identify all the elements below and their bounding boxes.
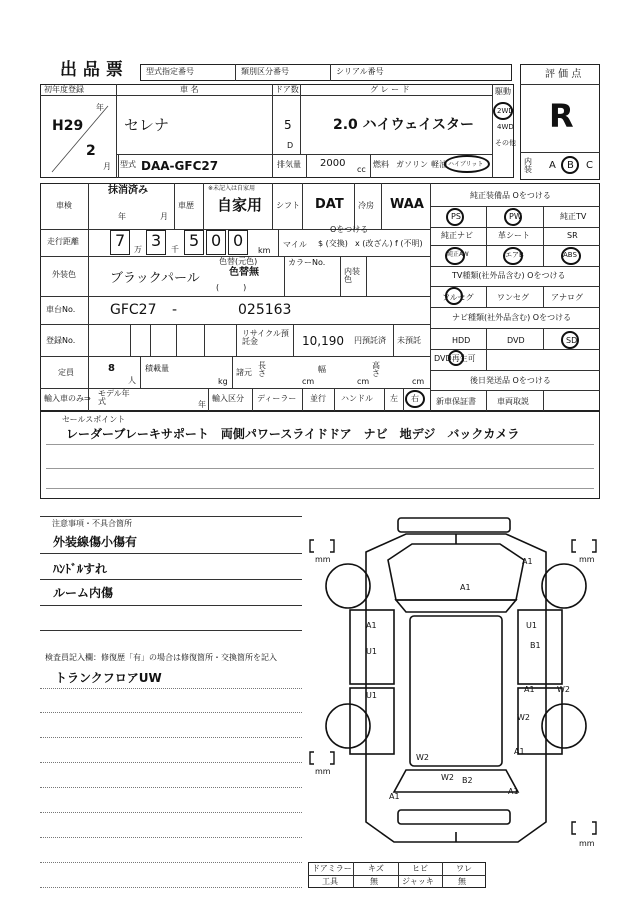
mark-u1-ld: U1 xyxy=(366,647,377,656)
shift-label: シフト xyxy=(276,201,300,210)
mileage-unknown: f (不明) xyxy=(395,239,423,248)
color-paren: ( ) xyxy=(216,283,247,292)
mileage-mile: マイル xyxy=(283,240,307,249)
car-name: セレナ xyxy=(124,116,170,134)
tv-one: ワンセグ xyxy=(497,293,529,302)
load-label: 積載量 xyxy=(145,364,169,373)
mileage-exchange: $ (交換) xyxy=(318,239,348,248)
equip-pw: PW xyxy=(509,212,522,221)
fuel-hybrid-circle xyxy=(444,155,490,173)
tools-h4: ワレ xyxy=(456,864,472,873)
mileage-mark: Oをつける xyxy=(330,225,369,234)
chassis-number: 025163 xyxy=(238,302,292,318)
tools-h3: ヒビ xyxy=(412,864,428,873)
nav-hdd: HDD xyxy=(452,336,471,345)
reg-label: 初年度登録 xyxy=(44,85,84,94)
fuel-hybrid: ハイブリット xyxy=(448,161,484,168)
import-label: 輸入車のみ⇒ xyxy=(44,394,91,403)
color-change-label: 色替(元色) xyxy=(219,257,258,266)
equip-abs: ABS xyxy=(563,251,577,259)
dims-label: 諸元 xyxy=(236,368,252,377)
import-parallel: 並行 xyxy=(310,394,326,403)
sales-label: セールスポイント xyxy=(62,415,126,424)
mark-a1-ld: A1 xyxy=(366,621,377,630)
color-code-label: カラーNo. xyxy=(288,258,326,267)
equip-tv: 純正TV xyxy=(560,212,587,221)
grade-value: 2.0 ハイウェイスター xyxy=(333,117,474,133)
mark-w2-rear: W2 xyxy=(416,753,429,762)
tools-r4: 無 xyxy=(458,877,466,886)
recycle-label: リサイクル預託金 xyxy=(242,329,289,346)
year-unit: 年 xyxy=(96,103,104,112)
displacement-value: 2000 xyxy=(320,158,346,169)
equip-ps: PS xyxy=(451,212,461,221)
mark-a1-rbl: A1 xyxy=(389,792,400,801)
later-title: 後日発送品 Oをつける xyxy=(470,376,551,385)
chassis-label: 車台No. xyxy=(46,305,76,314)
mark-a1-rr: A1 xyxy=(524,685,535,694)
sales-box xyxy=(40,411,600,499)
later-warranty: 新車保証書 xyxy=(436,397,476,406)
import-model-year: モデル年式 xyxy=(98,389,130,406)
recycle-unpaid: 未預託 xyxy=(397,336,421,345)
recycle-deposited: 円預託済 xyxy=(354,336,386,345)
note-line-2: ﾊﾝﾄﾞﾙすれ xyxy=(53,562,108,576)
interior-b-circle xyxy=(561,156,579,174)
equip-navi: 純正ナビ xyxy=(441,231,473,240)
reg-year: H29 xyxy=(52,118,84,134)
import-dealer: ディーラー xyxy=(257,394,297,403)
import-year: 年 xyxy=(198,400,206,409)
tools-r2: 無 xyxy=(370,877,378,886)
serial-label: シリアル番号 xyxy=(336,67,384,76)
inspect-value: 抹消済み xyxy=(108,185,148,196)
capacity-value: 8 xyxy=(108,363,115,374)
interior-label: 内装 xyxy=(524,157,532,174)
tv-full: フルセグ xyxy=(442,293,474,302)
dims-height-cm: cm xyxy=(412,377,425,386)
category-label: 類別区分番号 xyxy=(241,67,289,76)
mileage-man: 万 xyxy=(134,245,142,254)
tv-analog: アナログ xyxy=(551,293,583,302)
mark-a1-fr: A1 xyxy=(522,557,533,566)
ac-label: 冷房 xyxy=(358,201,374,210)
equip-sr: SR xyxy=(567,231,578,240)
month-unit: 月 xyxy=(103,162,111,171)
mark-u1-rd: U1 xyxy=(526,621,537,630)
dims-length-cm: cm xyxy=(302,377,315,386)
dvd-play: DVD再生可 xyxy=(434,354,476,363)
ac-value: WAA xyxy=(390,197,424,212)
color-value: ブラックパール xyxy=(110,271,200,286)
color-label: 外装色 xyxy=(52,270,76,279)
inspector-label: 検査員記入欄：修復歴「有」の場合は修復箇所・交換箇所を記入 xyxy=(45,653,277,662)
doors-label: ドア数 xyxy=(275,85,299,94)
drive-4wd: 4WD xyxy=(497,123,514,131)
mileage-label: 走行距離 xyxy=(47,237,79,246)
equip-leather: 革シート xyxy=(498,231,530,240)
recycle-value: 10,190 xyxy=(302,334,344,348)
mileage-digit-2: 3 xyxy=(151,231,162,250)
handle-label: ハンドル xyxy=(341,394,373,403)
model-value: DAA-GFC27 xyxy=(141,159,219,173)
eval-label: 評 価 点 xyxy=(545,69,582,80)
equip-airbag: エアB xyxy=(505,251,524,259)
interior-color-label: 内装色 xyxy=(344,267,360,284)
mark-b1-rd: B1 xyxy=(530,641,541,650)
mileage-km: km xyxy=(258,246,271,255)
inspector-line-1: トランクフロアUW xyxy=(55,671,162,685)
fuel-diesel: 軽油 xyxy=(431,160,447,169)
drive-other: その他 xyxy=(495,139,516,147)
history-note: ※未記入は自家用 xyxy=(208,185,256,192)
mileage-sen: 千 xyxy=(171,245,179,254)
interior-a: A xyxy=(549,160,556,171)
fuel-gasoline: ガソリン xyxy=(396,160,428,169)
notes-label: 注意事項・不具合箇所 xyxy=(52,519,132,528)
later-manual: 車両取説 xyxy=(497,397,529,406)
tools-r1: 工具 xyxy=(322,877,338,886)
nav-title: ナビ種類(社外品含む) Oをつける xyxy=(452,313,572,322)
header-id-box xyxy=(140,64,512,81)
chassis-dash: - xyxy=(172,302,178,318)
mm-fr: mm xyxy=(579,555,595,564)
note-line-1: 外装線傷小傷有 xyxy=(53,535,138,549)
mark-w2-rs: W2 xyxy=(517,713,530,722)
mark-u1-lr: U1 xyxy=(366,691,377,700)
eval-score: R xyxy=(549,97,574,135)
reg-month: 2 xyxy=(86,143,96,159)
cc-unit: cc xyxy=(357,165,366,174)
doors-sub: D xyxy=(287,141,294,150)
doors-value: 5 xyxy=(284,118,292,132)
shift-value: DAT xyxy=(315,197,344,212)
color-change: 色替無 xyxy=(229,267,259,278)
car-name-label: 車 名 xyxy=(180,85,199,94)
mileage-digit-3: 5 xyxy=(189,231,200,250)
handle-left: 左 xyxy=(390,394,398,403)
inspect-month: 月 xyxy=(160,212,168,221)
capacity-unit: 人 xyxy=(128,376,136,385)
displacement-label: 排気量 xyxy=(277,160,301,169)
load-kg: kg xyxy=(218,377,228,386)
tv-title: TV種類(社外品含む) Oをつける xyxy=(452,271,566,280)
interior-c: C xyxy=(586,160,593,171)
mileage-digit-5: 0 xyxy=(233,231,244,250)
interior-b: B xyxy=(567,160,574,171)
drive-2wd-circle xyxy=(493,102,513,120)
dims-length: 長さ xyxy=(258,361,266,378)
capacity-label: 定員 xyxy=(58,368,74,377)
inspect-label: 車検 xyxy=(56,201,72,210)
mark-a1-rbr: A1 xyxy=(508,787,519,796)
mm-fl: mm xyxy=(315,555,331,564)
note-line-3: ルーム内傷 xyxy=(53,586,114,600)
tools-r3: ジャッキ xyxy=(402,877,434,886)
registration-label: 登録No. xyxy=(46,336,76,345)
history-value: 自家用 xyxy=(217,196,263,214)
mileage-digit-1: 7 xyxy=(115,231,126,250)
dims-width: 幅 xyxy=(318,365,326,374)
mark-w2-rear2: W2 xyxy=(441,773,454,782)
tools-h1: ドアミラー xyxy=(312,864,352,873)
fuel-label: 燃料 xyxy=(373,160,389,169)
sales-text: レーダーブレーキサポート 両側パワースライドドア ナビ 地デジ バックカメラ xyxy=(66,427,520,441)
type-cert-label: 型式指定番号 xyxy=(146,67,194,76)
nav-dvd: DVD xyxy=(507,336,525,345)
mark-a1-rs: A1 xyxy=(514,747,525,756)
mm-rr: mm xyxy=(579,839,595,848)
mileage-tamper: x (改ざん) xyxy=(355,239,393,248)
mark-a1-hood: A1 xyxy=(460,583,471,592)
mark-b2-rear: B2 xyxy=(462,776,473,785)
dims-width-cm: cm xyxy=(357,377,370,386)
handle-right: 右 xyxy=(411,394,419,403)
history-label: 車歴 xyxy=(178,201,194,210)
equip-aw: 純正AW xyxy=(447,251,469,258)
mileage-digit-4: 0 xyxy=(211,231,222,250)
drive-2wd: 2WD xyxy=(497,107,514,115)
mm-rl: mm xyxy=(315,767,331,776)
handle-right-circle xyxy=(405,390,425,408)
dims-height: 高さ xyxy=(372,361,380,378)
grade-label: グ レ ー ド xyxy=(370,85,410,94)
model-label: 型式 xyxy=(120,160,136,169)
import-class-label: 輸入区分 xyxy=(212,394,244,403)
form-title: 出 品 票 xyxy=(60,60,123,80)
drive-label: 駆動 xyxy=(495,87,511,96)
nav-sd: SD xyxy=(566,336,578,345)
tools-h2: キズ xyxy=(368,864,384,873)
inspect-year: 年 xyxy=(118,212,126,221)
mark-w2-rr: W2 xyxy=(557,685,570,694)
chassis-prefix: GFC27 xyxy=(110,302,157,318)
equip-title: 純正装備品 Oをつける xyxy=(470,191,551,200)
